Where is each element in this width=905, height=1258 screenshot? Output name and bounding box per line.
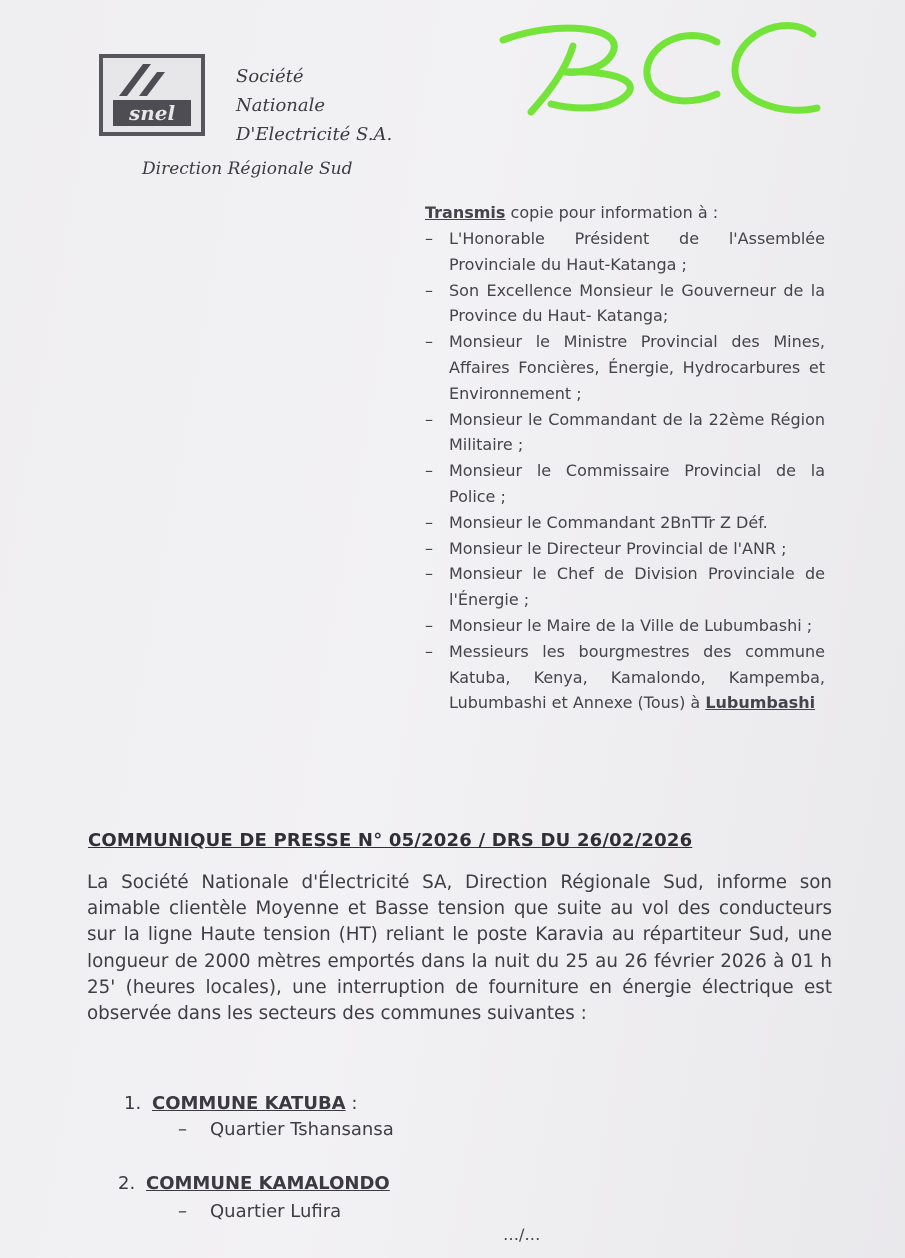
commune-name: COMMUNE KATUBA: [152, 1093, 346, 1114]
communique-title: COMMUNIQUE DE PRESSE N° 05/2026 / DRS DU 26/02/2026: [88, 830, 693, 851]
communique-body: La Société Nationale d'Électricité SA, Direction Régionale Sud, informe son aimable clientèle Moyenne et Basse tension que suite au vol des conducteurs sur la ligne Haute tension (HT) reliant le poste Karavia au répartiteur Sud, une longueur de 2000 mètres emportés dans la nuit du 25 au 26 février 2026 à 01 h 25' (heures locales), une interruption de fourniture en énergie électrique est observée dans les secteurs des communes suivantes :: [87, 872, 832, 1025]
commune-name: COMMUNE KAMALONDO: [146, 1173, 390, 1194]
company-line: Société: [236, 66, 304, 87]
commune-number: 1.: [124, 1093, 142, 1114]
recipient-item-last: [425, 639, 825, 716]
recipient-item: – Monsieur le Commandant de la 22ème Région Militaire ;: [425, 407, 825, 459]
page-continuation: …/…: [503, 1225, 541, 1244]
recipient-item: – Monsieur le Commandant 2BnTTr Z Déf.: [425, 510, 825, 536]
svg-text:snel: snel: [128, 101, 176, 125]
commune-suffix: :: [345, 1093, 358, 1114]
quartier-name: Quartier Lufira: [210, 1201, 342, 1222]
recipient-item: – Monsieur le Maire de la Ville de Lubumbashi ;: [425, 613, 825, 639]
quartier-item: [178, 1119, 394, 1140]
commune-item: [118, 1173, 390, 1194]
quartier-name: Quartier Tshansansa: [210, 1119, 394, 1140]
quartier-item: [178, 1201, 341, 1222]
recipient-item: – Monsieur le Commissaire Provincial de la Police ;: [425, 458, 825, 510]
handwritten-bcc-annotation: [495, 12, 825, 122]
transmis-label: Transmis: [425, 203, 506, 222]
company-line: Nationale: [236, 95, 326, 116]
recipient-item: – Monsieur le Ministre Provincial des Mines, Affaires Foncières, Énergie, Hydrocarbures et Environnement ;: [425, 329, 825, 406]
company-name: [236, 62, 392, 149]
dash: –: [178, 1201, 187, 1222]
recipient-list: [425, 226, 825, 716]
distribution-list: [425, 200, 825, 716]
dash: –: [178, 1119, 187, 1140]
commune-number: 2.: [118, 1173, 136, 1194]
recipient-text: Messieurs les bourgmestres des commune Katuba, Kenya, Kamalondo, Kampemba, Lubumbashi et Annexe (Tous) à: [449, 641, 825, 713]
recipient-place: Lubumbashi: [705, 693, 816, 713]
recipient-item: – Monsieur le Directeur Provincial de l'ANR ;: [425, 536, 825, 562]
company-line: D'Electricité S.A.: [236, 124, 393, 145]
distribution-heading: [425, 200, 825, 226]
snel-logo: [99, 54, 205, 136]
recipient-item: – Son Excellence Monsieur le Gouverneur de la Province du Haut- Katanga;: [425, 278, 825, 330]
recipient-item: – L'Honorable Président de l'Assemblée Provinciale du Haut-Katanga ;: [425, 226, 825, 278]
recipient-item: – Monsieur le Chef de Division Provinciale de l'Énergie ;: [425, 561, 825, 613]
commune-item: [124, 1093, 357, 1114]
transmis-rest: copie pour information à :: [505, 203, 719, 222]
direction-label: Direction Régionale Sud: [142, 159, 353, 179]
